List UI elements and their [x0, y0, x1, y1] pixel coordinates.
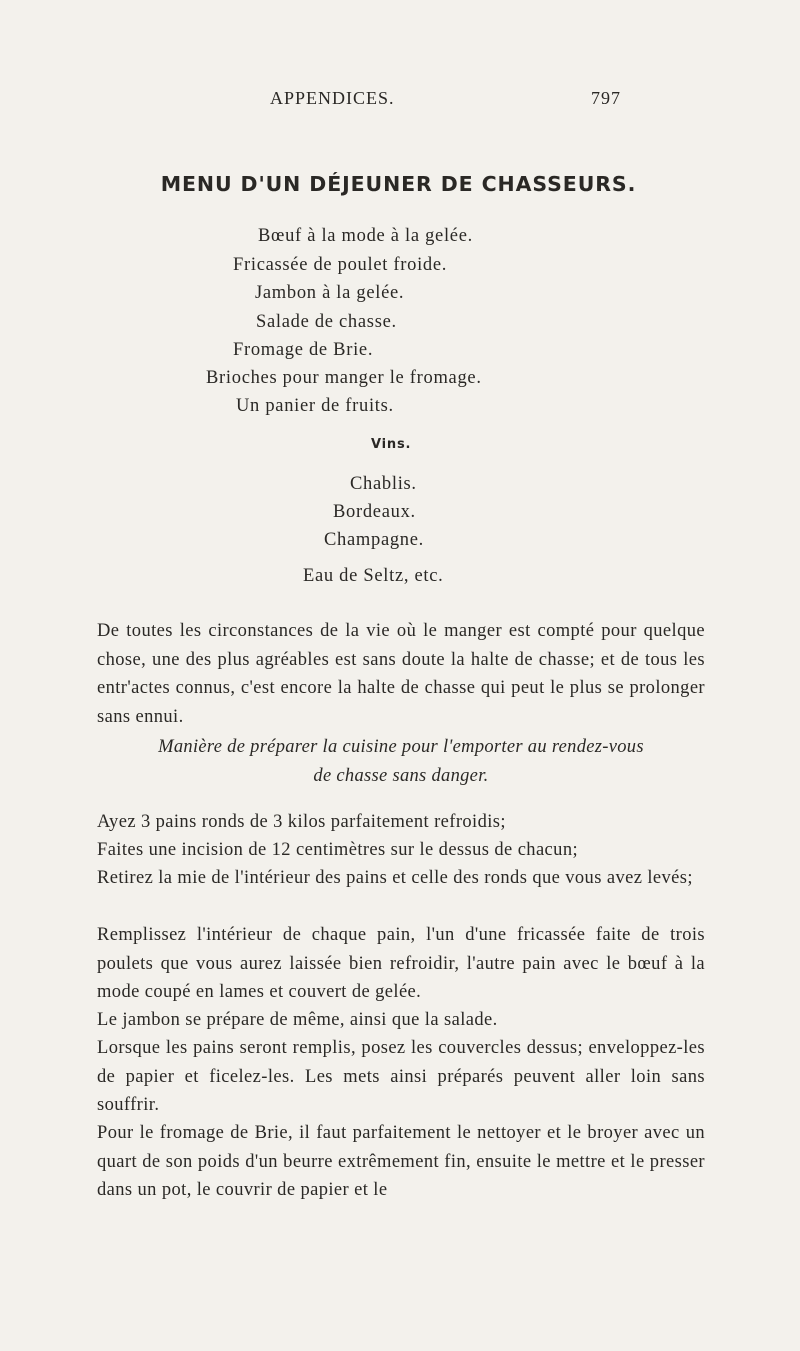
- menu-dish: Jambon à la gelée.: [255, 283, 405, 303]
- menu-dish: Un panier de fruits.: [236, 396, 394, 416]
- recipe-paragraph: Pour le fromage de Brie, il faut parfaitement le nettoyer et le broyer avec un quart de son poids d'un beurre extrêmement fin, ensuite le mettre et le presser dans un pot, le couvrir de papier et le: [97, 1123, 705, 1200]
- recipe-paragraph: Retirez la mie de l'intérieur des pains et celle des ronds que vous avez levés;: [97, 868, 693, 888]
- menu-title: MENU D'UN DÉJEUNER DE CHASSEURS.: [160, 172, 637, 196]
- menu-dish: Brioches pour manger le fromage.: [206, 368, 482, 388]
- wines-heading: Vins.: [371, 437, 412, 452]
- running-title: APPENDICES.: [270, 88, 395, 108]
- running-header: [0, 88, 800, 112]
- recipe-paragraph: Lorsque les pains seront remplis, posez les couvercles dessus; enveloppez-les de papier et ficelez-les. Les mets ainsi préparés peuvent aller loin sans souffrir.: [97, 1038, 705, 1115]
- menu-dish: Fricassée de poulet froide.: [233, 255, 448, 275]
- section-heading: [97, 733, 705, 790]
- intro-paragraph: De toutes les circonstances de la vie où le manger est compté pour quelque chose, une des plus agréables est sans doute la halte de chasse; et de tous les entr'actes connus, c'est encore la halte de chasse qui peut le plus se prolonger sans ennui.: [97, 621, 705, 727]
- water-item: Eau de Seltz, etc.: [303, 566, 444, 586]
- recipe-paragraph: Ayez 3 pains ronds de 3 kilos parfaitement refroidis;: [97, 812, 506, 832]
- section-heading-line: de chasse sans danger.: [313, 765, 489, 786]
- recipe-paragraph: Remplissez l'intérieur de chaque pain, l'un d'une fricassée faite de trois poulets que vous aurez laissée bien refroidir, l'autre pain avec le bœuf à la mode coupé en lames et couvert de gelée.: [97, 925, 705, 1002]
- section-heading-line: Manière de préparer la cuisine pour l'emporter au rendez-vous: [158, 737, 644, 757]
- menu-dish: Salade de chasse.: [256, 312, 397, 332]
- wine-item: Chablis.: [350, 474, 417, 494]
- recipe-paragraph: Faites une incision de 12 centimètres sur le dessus de chacun;: [97, 840, 579, 860]
- wine-item: Champagne.: [324, 530, 424, 550]
- recipe-paragraph: Le jambon se prépare de même, ainsi que la salade.: [97, 1010, 498, 1030]
- wine-item: Bordeaux.: [333, 502, 416, 522]
- page-number: 797: [591, 88, 621, 108]
- menu-dish: Bœuf à la mode à la gelée.: [258, 226, 473, 246]
- menu-dish: Fromage de Brie.: [233, 340, 374, 360]
